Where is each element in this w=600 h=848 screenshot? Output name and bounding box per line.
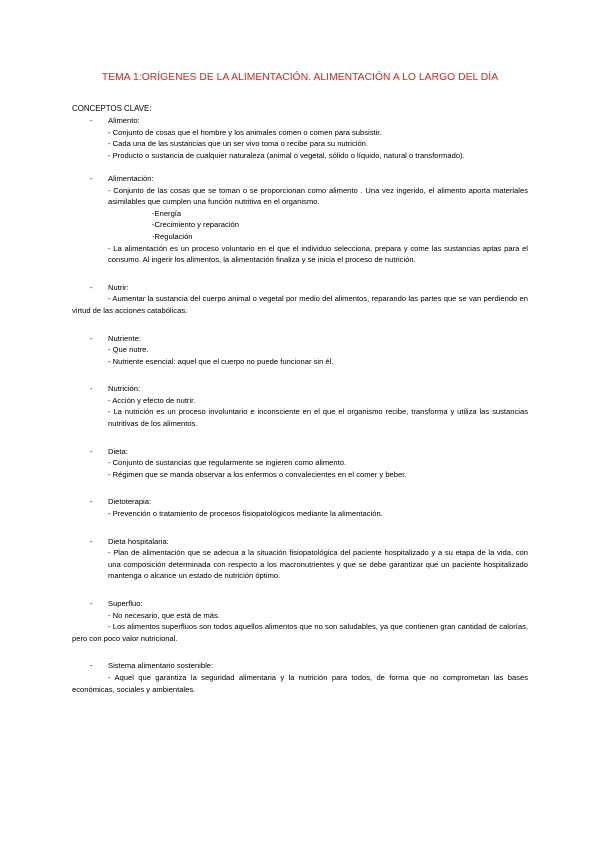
- definition-line: - Producto o sustancia de cualquier naturaleza (animal o vegetal, sólido o líquido, natural o transformado).: [108, 150, 465, 160]
- definition-line: - Prevención o tratamiento de procesos fisiopatológicos mediante la alimentación.: [108, 509, 383, 519]
- term-label: Nutriente:: [108, 333, 141, 343]
- sub-item: -Regulación: [152, 231, 193, 241]
- bullet-dash: -: [90, 116, 93, 125]
- term-label: Nutrir:: [108, 282, 129, 292]
- bullet-dash: -: [90, 282, 93, 292]
- document-title: TEMA 1:ORÍGENES DE LA ALIMENTACIÓN. ALIMENTACIÓN A LO LARGO DEL DÍA: [101, 72, 499, 83]
- definition-line: - Conjunto de sustancias que regularmente se ingieren como alimento.: [108, 458, 347, 468]
- bullet-dash: -: [90, 497, 93, 507]
- term-label: Sistema alimentario sostenible:: [108, 661, 214, 671]
- definition-dieta-hospitalaria: [72, 536, 528, 582]
- definition-line: - Régimen que se manda observar a los enfermos o convalecientes en el comer y beber.: [108, 469, 407, 479]
- definition-dieta: [72, 446, 528, 481]
- term-label: Alimentación:: [108, 173, 154, 183]
- definition-line: - La alimentación es un proceso voluntario en el que el individuo selecciona, prepara y come las sustancias aptas para el consumo. Al ingerir los alimentos, la alimentación finaliza y se inicia el proceso de nutrición.: [108, 243, 528, 265]
- definitions-list: [72, 115, 528, 707]
- bullet-dash: -: [90, 384, 93, 394]
- definition-line: - Conjunto de cosas que el hombre y los animales comen o comen para subsistir.: [108, 127, 382, 137]
- section-heading: CONCEPTOS CLAVE:: [72, 104, 152, 113]
- definition-line: - Cada una de las sustancias que un ser vivo toma o recibe para su nutrición.: [108, 139, 369, 149]
- definition-line: - La nutrición es un proceso involuntario e inconsciente en el que el organismo recibe, transforma y utiliza las sustancias nutritivas de los alimentos.: [108, 407, 528, 429]
- definition-line: - Acción y efecto de nutrir.: [108, 395, 196, 405]
- definition-dietoterapia: [72, 496, 528, 519]
- bullet-dash: -: [90, 661, 93, 671]
- definition-line: - Conjunto de las cosas que se toman o se proporcionan como alimento . Una vez ingerido, el alimento aporta materiales asimilables que cumplen una función nutritiva en el organismo.: [108, 185, 528, 207]
- sub-item: -Energía: [152, 208, 182, 218]
- definition-superfluo: [72, 598, 528, 644]
- definition-alimento: [72, 115, 528, 161]
- term-label: Dieta hospitalaria:: [108, 536, 169, 546]
- definition-nutricion: [72, 383, 528, 429]
- definition-alimentacion: [72, 173, 528, 266]
- definition-line: - Plan de alimentación que se adecua a la situación fisiopatológica del paciente hospitalizado y a su etapa de la vida, con una composición determinada con respecto a los macronutrientes y que se debe garantizar que un paciente hospitalizado mantenga o alcance un estado de nutrición óptimo.: [108, 548, 528, 581]
- term-label: Dietoterapia:: [108, 497, 152, 507]
- definition-line: - Los alimentos superfluos son todos aquellos alimentos que no son saludables, ya que contienen gran cantidad de calorías, pero con poco valor nutricional.: [72, 622, 528, 643]
- bullet-dash: -: [90, 599, 93, 608]
- term-label: Nutrición:: [108, 384, 141, 394]
- definition-line: - Aumentar la sustancia del cuerpo animal o vegetal por medio del alimentos, reparando las partes que se van perdiendo en virtud de las acciones catabólicas.: [72, 294, 528, 315]
- definition-line: - Que nutre.: [108, 345, 149, 355]
- definition-nutrir: [72, 282, 528, 317]
- sub-item: -Crecimiento y reparación: [152, 220, 239, 230]
- term-label: Alimento:: [108, 116, 140, 125]
- definition-line: - Aquel que garantiza la seguridad alimentaria y la nutrición para todos, de forma que no comprometan las bases económicas, sociales y ambientales.: [72, 672, 528, 694]
- term-label: Dieta:: [108, 446, 128, 456]
- term-label: Superfluo:: [108, 599, 143, 608]
- definition-line: - No necesario, que está de más.: [108, 610, 220, 620]
- definition-sistema-alimentario-sostenible: [72, 660, 528, 695]
- bullet-dash: -: [90, 446, 93, 456]
- bullet-dash: -: [90, 536, 93, 546]
- bullet-dash: -: [90, 173, 93, 183]
- bullet-dash: -: [90, 333, 93, 343]
- definition-line: - Nutriente esencial: aquel que el cuerpo no puede funcionar sin él.: [108, 356, 334, 366]
- definition-nutriente: [72, 333, 528, 368]
